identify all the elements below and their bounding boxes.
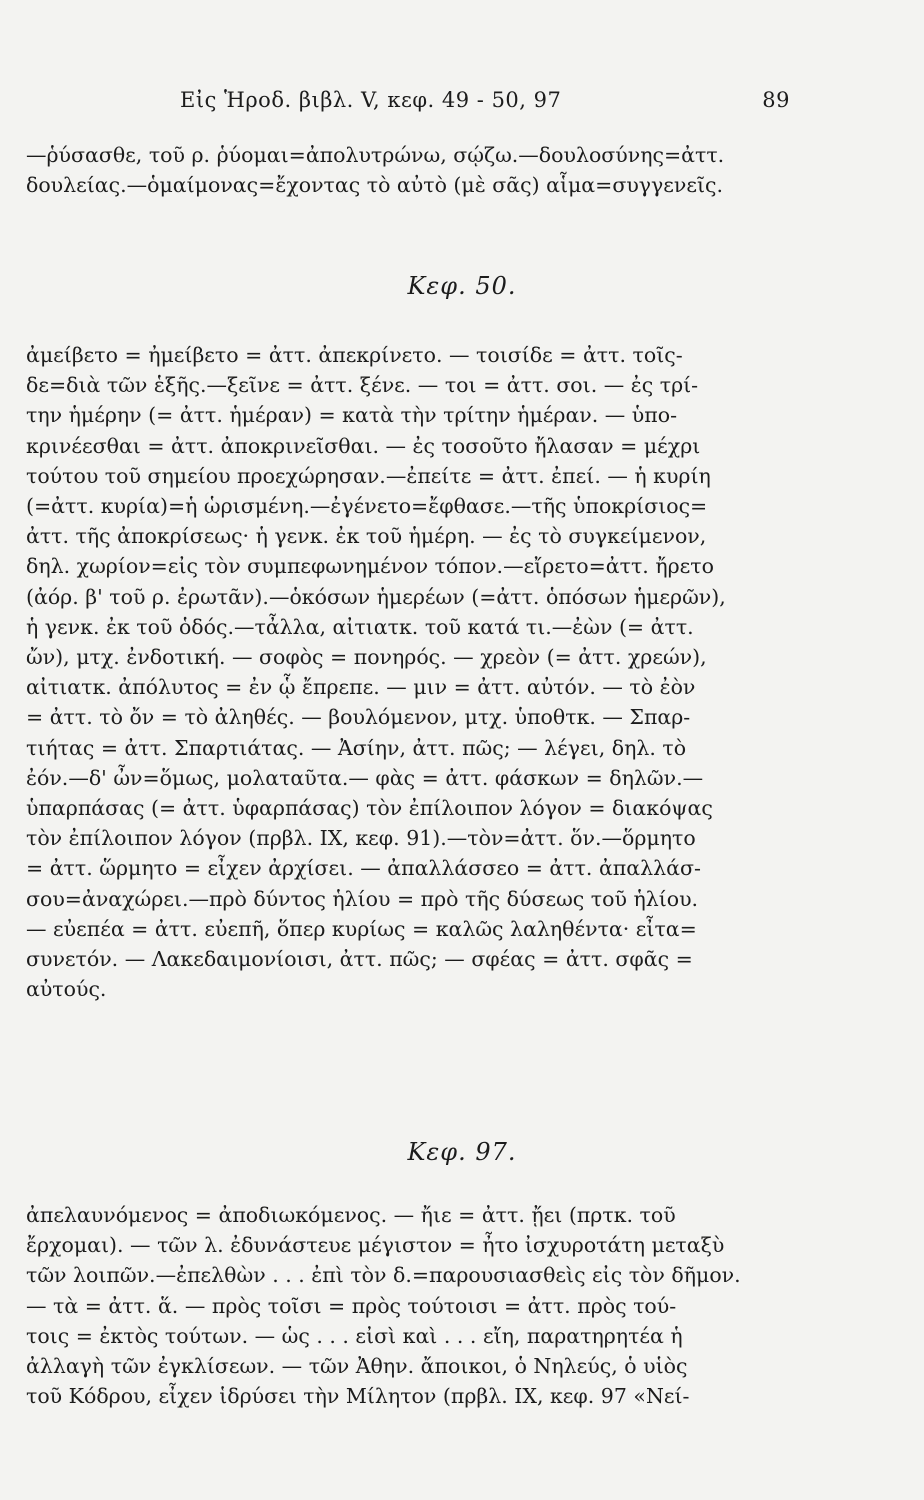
- chapter-97-text: [26, 1200, 796, 1411]
- text-line: ἀπελαυνόμενος = ἀποδιωκόμενος. — ἤιε = ἀττ. ᾔει (πρτκ. τοῦ: [26, 1203, 676, 1227]
- chapter-50-text: [26, 340, 796, 1004]
- text-line: ἡ γενκ. ἐκ τοῦ ὁδός.—τἆλλα, αἰτιατκ. τοῦ κατά τι.—ἐὼν (= ἀττ.: [26, 614, 694, 639]
- text-line: τὸν ἐπίλοιπον λόγον (πρβλ. IX, κεφ. 91).—τὸν=ἀττ. ὅν.—ὅρμητο: [26, 826, 696, 851]
- intro-paragraph: [26, 140, 796, 200]
- text-line: δουλείας.—ὁμαίμονας=ἔχοντας τὸ αὐτὸ (μὲ σᾶς) αἷμα=συγγενεῖς.: [26, 173, 724, 198]
- text-line: αὐτούς.: [26, 977, 107, 1002]
- text-line: ὤν), μτχ. ἐνδοτική. — σοφὸς = πονηρός. — χρεὸν (= ἀττ. χρεών),: [26, 645, 707, 670]
- chapter-heading-50: Κεφ. 50.: [407, 272, 517, 300]
- text-line: τοις = ἐκτὸς τούτων. — ὡς . . . εἰσὶ καὶ . . . εἴη, παρατηρητέα ἡ: [26, 1323, 683, 1348]
- text-line: ὑπαρπάσας (= ἀττ. ὑφαρπάσας) τὸν ἐπίλοιπον λόγον = διακόψας: [26, 796, 713, 821]
- text-line: ἀττ. τῆς ἀποκρίσεως· ἡ γενκ. ἐκ τοῦ ἡμέρη. — ἐς τὸ συγκείμενον,: [26, 524, 707, 549]
- text-line: σου=ἀναχώρει.—πρὸ δύντος ἡλίου = πρὸ τῆς δύσεως τοῦ ἡλίου.: [26, 886, 699, 911]
- text-line: ἀλλαγὴ τῶν ἐγκλίσεων. — τῶν Ἀθην. ἄποικοι, ὁ Νηλεύς, ὁ υἱὸς: [26, 1354, 688, 1379]
- text-line: συνετόν. — Λακεδαιμονίοισι, ἀττ. πῶς; — σφέας = ἀττ. σφᾶς =: [26, 947, 693, 972]
- page-number: 89: [762, 88, 790, 112]
- text-line: (=ἀττ. κυρία)=ἡ ὡρισμένη.—ἐγένετο=ἔφθασε.—τῆς ὑποκρίσιος=: [26, 494, 708, 519]
- text-line: αἰτιατκ. ἀπόλυτος = ἐν ᾧ ἔπρεπε. — μιν = ἀττ. αὐτόν. — τὸ ἐὸν: [26, 675, 696, 700]
- text-line: τῶν λοιπῶν.—ἐπελθὼν . . . ἐπὶ τὸν δ.=παρουσιασθεὶς εἰς τὸν δῆμον.: [26, 1263, 741, 1288]
- text-line: — τὰ = ἀττ. ἅ. — πρὸς τοῖσι = πρὸς τούτοισι = ἀττ. πρὸς τού-: [26, 1293, 677, 1318]
- text-line: — εὐεπέα = ἀττ. εὐεπῆ, ὅπερ κυρίως = καλῶς λαληθέντα· εἶτα=: [26, 916, 697, 941]
- text-line: (ἀόρ. β' τοῦ ρ. ἐρωτᾶν).—ὁκόσων ἡμερέων (=ἀττ. ὁπόσων ἡμερῶν),: [26, 584, 726, 609]
- text-line: ἀμείβετο = ἠμείβετο = ἀττ. ἀπεκρίνετο. — τοισίδε = ἀττ. τοῖς-: [26, 343, 683, 367]
- text-line: ἔρχομαι). — τῶν λ. ἐδυνάστευε μέγιστον = ἦτο ἰσχυροτάτη μεταξὺ: [26, 1233, 725, 1258]
- text-line: —ῥύσασθε, τοῦ ρ. ῥύομαι=ἀπολυτρώνω, σῴζω.—δουλοσύνης=ἀττ.: [26, 143, 725, 167]
- text-line: δε=διὰ τῶν ἑξῆς.—ξεῖνε = ἀττ. ξένε. — τοι = ἀττ. σοι. — ἐς τρί-: [26, 373, 699, 398]
- running-title: Εἰς Ἡροδ. βιβλ. V, κεφ. 49 - 50, 97: [180, 88, 562, 112]
- text-line: τιήτας = ἀττ. Σπαρτιάτας. — Ἀσίην, ἀττ. πῶς; — λέγει, δηλ. τὸ: [26, 735, 687, 760]
- text-line: την ἡμέρην (= ἀττ. ἡμέραν) = κατὰ τὴν τρίτην ἡμέραν. — ὑπο-: [26, 403, 678, 428]
- text-line: τούτου τοῦ σημείου προεχώρησαν.—ἐπείτε = ἀττ. ἐπεί. — ἡ κυρίη: [26, 463, 711, 488]
- text-line: ἐόν.—δ' ὦν=ὅμως, μολαταῦτα.— φὰς = ἀττ. φάσκων = δηλῶν.—: [26, 765, 704, 790]
- text-line: κρινέεσθαι = ἀττ. ἀποκρινεῖσθαι. — ἐς τοσοῦτο ἤλασαν = μέχρι: [26, 433, 701, 458]
- chapter-heading-97: Κεφ. 97.: [407, 1138, 517, 1166]
- text-line: δηλ. χωρίον=εἰς τὸν συμπεφωνημένον τόπον.—εἴρετο=ἀττ. ἤρετο: [26, 554, 714, 579]
- text-line: = ἀττ. τὸ ὄν = τὸ ἀληθές. — βουλόμενον, μτχ. ὑποθτκ. — Σπαρ-: [26, 705, 691, 730]
- text-line: τοῦ Κόδρου, εἶχεν ἱδρύσει τὴν Μίλητον (πρβλ. IX, κεφ. 97 «Νεί-: [26, 1384, 690, 1409]
- text-line: = ἀττ. ὥρμητο = εἶχεν ἀρχίσει. — ἀπαλλάσσεο = ἀττ. ἀπαλλάσ-: [26, 856, 701, 881]
